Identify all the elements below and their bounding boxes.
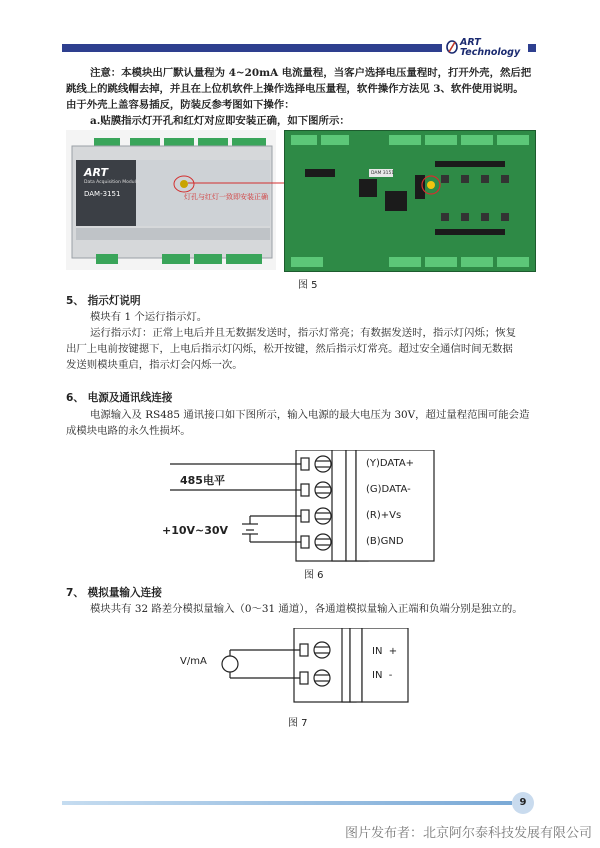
notice-line1: 注意：本模块出厂默认量程为 4~20mA 电流量程，当客户选择电压量程时，打开外壳，然后把 — [90, 67, 532, 79]
pin-in-minus: IN - — [372, 670, 393, 681]
source-label: V/mA — [180, 656, 207, 667]
section7-p1: 模块共有 32 路差分模拟量输入（0～31 通道），各通道模拟量输入正端和负端分别是独立的。 — [90, 603, 523, 615]
module-subtitle: Data Acquisition Module — [84, 180, 139, 185]
figure7-caption: 图 7 — [288, 718, 308, 729]
brand-logo — [446, 37, 528, 59]
publisher-watermark: 图片发布者：北京阿尔泰科技发展有限公司 — [344, 826, 592, 841]
figure5-caption: 图 5 — [298, 280, 318, 291]
section5-p2-line2: 出厂上电前按键摁下，上电后指示灯闪烁，松开按键，然后指示灯常亮。超过安全通信时间无数据 — [66, 343, 513, 355]
figure6-caption: 图 6 — [304, 570, 324, 581]
notice-line4: a.贴膜指示灯开孔和红灯对应即安装正确，如下图所示： — [90, 115, 350, 127]
pin-data-plus: (Y)DATA+ — [366, 458, 415, 469]
section5-p1: 模块有 1 个运行指示灯。 — [90, 311, 208, 323]
header-rule — [62, 44, 442, 52]
section5-p2-line1: 运行指示灯：正常上电后并且无数据发送时，指示灯常亮；有数据发送时，指示灯闪烁；恢复 — [90, 327, 517, 339]
pin-gnd: (B)GND — [366, 536, 404, 547]
notice-line3: 由于外壳上盖容易插反，防装反参考图如下操作： — [66, 99, 295, 111]
pin-in-plus: IN + — [372, 646, 398, 657]
section5-p2-line3: 发送则模块重启，指示灯会闪烁一次。 — [66, 359, 243, 371]
module-model: DAM-3151 — [84, 190, 121, 198]
pin-vs: (R)+Vs — [366, 510, 402, 521]
section6-title: 6、 电源及通讯线连接 — [66, 392, 173, 404]
label-power: +10V~30V — [162, 524, 229, 537]
pcb-photo — [284, 130, 536, 272]
annotation-text: 灯孔与红灯一致即安装正确 — [184, 193, 268, 201]
header-rule-end — [528, 44, 536, 52]
section7-title: 7、 模拟量输入连接 — [66, 587, 162, 599]
page-number: 9 — [512, 792, 534, 814]
notice-line2: 跳线上的跳线帽去掉，并且在上位机软件上操作选择电压量程，软件操作方法见 3、软件使用说明。 — [66, 83, 524, 95]
brand-logo-line2: Technology — [460, 47, 521, 58]
section5-title: 5、 指示灯说明 — [66, 295, 141, 307]
pin-data-minus: (G)DATA- — [366, 484, 411, 495]
section6-p1-line1: 电源输入及 RS485 通讯接口如下图所示，输入电源的最大电压为 30V，超过量程范围可能会造 — [90, 409, 530, 421]
brand-logo-line1: ART — [460, 37, 481, 48]
module-brand: ART — [84, 166, 108, 179]
label-485: 485电平 — [180, 474, 225, 487]
pcb-label: DAM 3151 — [371, 171, 395, 176]
module-photo — [66, 130, 276, 270]
terminal-diagram-analog — [200, 628, 420, 708]
footer-rule — [62, 801, 512, 805]
brand-logo-icon — [446, 40, 458, 54]
section6-p1-line2: 成模块电路的永久性损坏。 — [66, 425, 191, 437]
